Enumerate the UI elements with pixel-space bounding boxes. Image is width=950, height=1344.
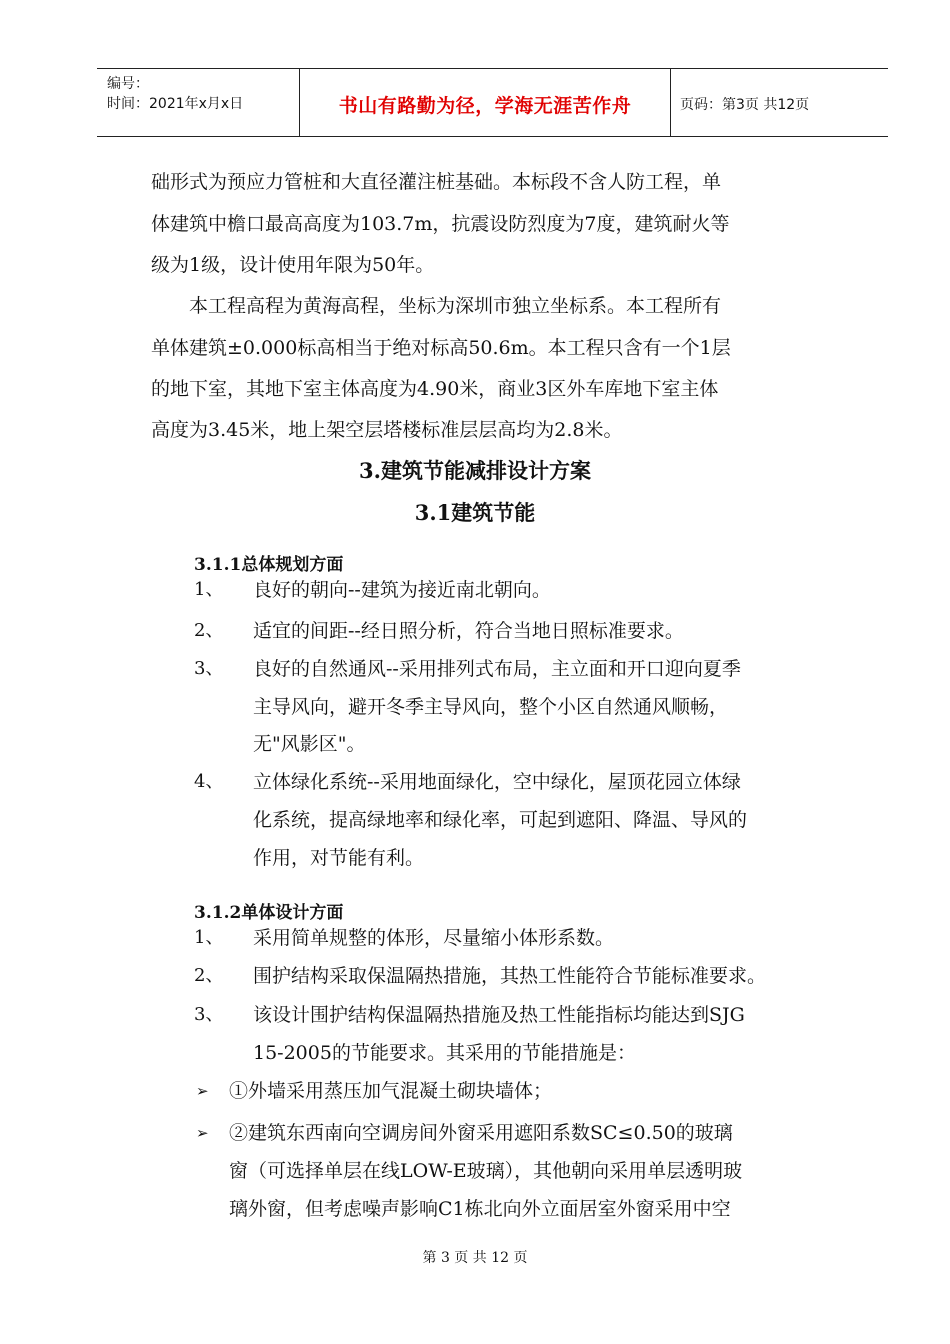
list-number: 3、 [194, 1004, 224, 1025]
section-title-3-1-1: 3.1.1总体规划方面 [194, 555, 344, 575]
header-motto: 书山有路勤为径，学海无涯苦作舟 [338, 95, 632, 117]
section-heading: 3.建筑节能减排设计方案 [359, 458, 591, 483]
section-title-3-1-2: 3.1.2单体设计方面 [194, 903, 344, 923]
list-number: 2、 [194, 965, 224, 986]
list-item: 采用简单规整的体形，尽量缩小体形系数。 [253, 927, 615, 949]
list-item: 围护结构采取保温隔热措施，其热工性能符合节能标准要求。 [253, 965, 767, 987]
arrow-bullet-icon: ➢ [196, 1082, 209, 1100]
subsection-heading: 3.1建筑节能 [414, 500, 536, 525]
paragraph-line: 单体建筑±0.000标高相当于绝对标高50.6m。本工程只含有一个1层 [151, 337, 731, 359]
list-item-continuation: 作用，对节能有利。 [253, 847, 425, 869]
paragraph-line: 高度为3.45米，地上架空层塔楼标准层层高均为2.8米。 [151, 419, 623, 441]
paragraph-line: 础形式为预应力管桩和大直径灌注桩基础。本标段不含人防工程，单 [151, 171, 722, 193]
list-item-continuation: 无"风影区"。 [253, 733, 366, 755]
list-number: 3、 [194, 658, 224, 679]
page-footer: 第 3 页 共 12 页 [422, 1250, 528, 1266]
paragraph-line: 体建筑中檐口最高高度为103.7m，抗震设防烈度为7度，建筑耐火等 [151, 213, 730, 235]
header-meta-cell [97, 69, 300, 136]
paragraph-line: 本工程高程为黄海高程，坐标为深圳市独立坐标系。本工程所有 [170, 295, 722, 317]
list-item-continuation: 15-2005的节能要求。其采用的节能措施是： [253, 1042, 636, 1064]
header-motto-cell [300, 69, 671, 136]
bullet-item-continuation: 璃外窗，但考虑噪声影响C1栋北向外立面居室外窗采用中空 [229, 1198, 731, 1220]
paragraph-line: 级为1级，设计使用年限为50年。 [151, 254, 435, 276]
paragraph-line: 的地下室，其地下室主体高度为4.90米，商业3区外车库地下室主体 [151, 378, 719, 400]
header-page-cell [671, 69, 888, 136]
page-header [97, 68, 888, 137]
list-item-continuation: 主导风向，避开冬季主导风向，整个小区自然通风顺畅， [253, 696, 729, 718]
header-page-number: 页码：第3页 共12页 [680, 97, 810, 113]
list-item-continuation: 化系统，提高绿地率和绿化率，可起到遮阳、降温、导风的 [253, 809, 748, 831]
list-item: 良好的自然通风--采用排列式布局，主立面和开口迎向夏季 [253, 658, 741, 680]
list-number: 4、 [194, 771, 224, 792]
bullet-item: ①外墙采用蒸压加气混凝土砌块墙体； [229, 1080, 553, 1102]
list-item: 该设计围护结构保温隔热措施及热工性能指标均能达到SJG [253, 1004, 745, 1026]
list-item: 立体绿化系统--采用地面绿化，空中绿化，屋顶花园立体绿 [253, 771, 741, 793]
list-number: 1、 [194, 927, 224, 948]
bullet-item: ②建筑东西南向空调房间外窗采用遮阳系数SC≤0.50的玻璃 [229, 1122, 733, 1144]
document-number-label: 编号： [107, 76, 149, 92]
document-time-label: 时间：2021年x月x日 [107, 96, 244, 112]
list-number: 2、 [194, 620, 224, 641]
list-item: 良好的朝向--建筑为接近南北朝向。 [253, 579, 551, 601]
list-item: 适宜的间距--经日照分析，符合当地日照标准要求。 [253, 620, 684, 642]
bullet-item-continuation: 窗（可选择单层在线LOW-E玻璃），其他朝向采用单层透明玻 [229, 1160, 743, 1182]
list-number: 1、 [194, 579, 224, 600]
arrow-bullet-icon: ➢ [196, 1124, 209, 1142]
